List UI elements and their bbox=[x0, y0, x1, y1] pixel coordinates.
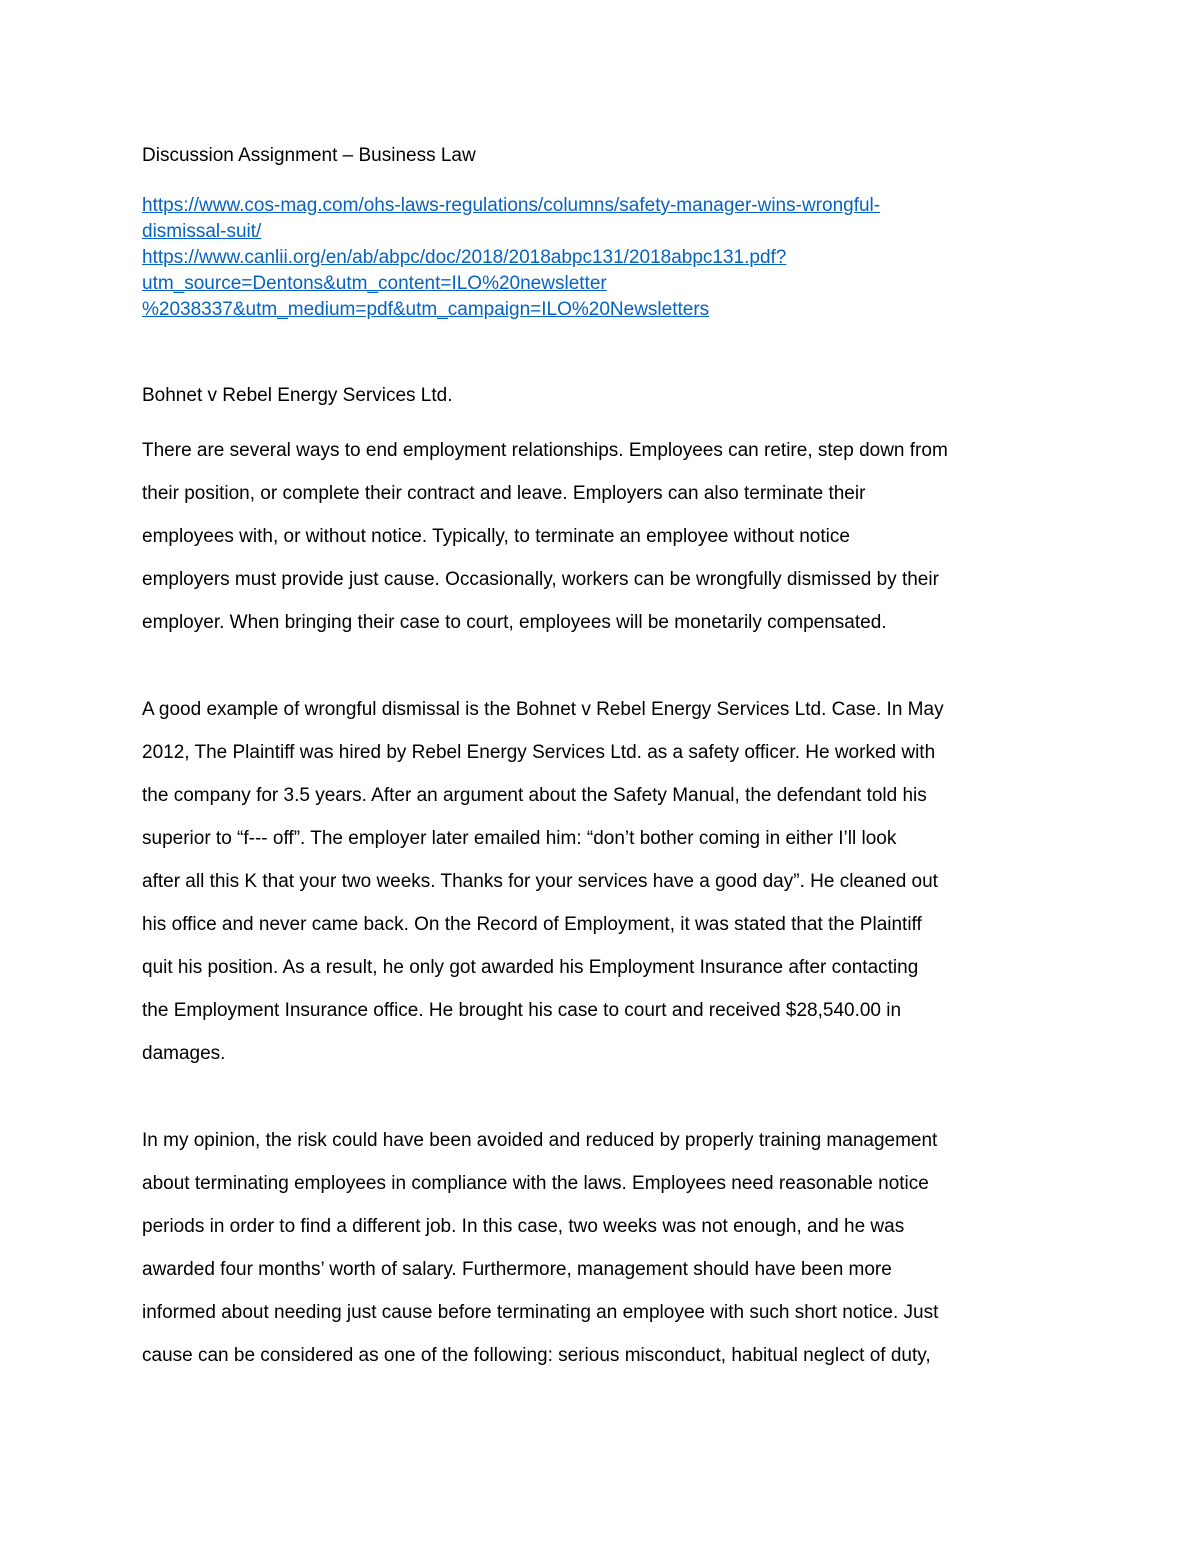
paragraph-case-example bbox=[142, 688, 1062, 1075]
case-title: Bohnet v Rebel Energy Services Ltd. bbox=[142, 385, 453, 406]
text-line: quit his position. As a result, he only got awarded his Employment Insurance after contacting bbox=[142, 957, 919, 978]
text-line: about terminating employees in compliance with the laws. Employees need reasonable notice bbox=[142, 1173, 929, 1194]
text-line: informed about needing just cause before terminating an employee with such short notice. Just bbox=[142, 1302, 939, 1323]
reference-link-line[interactable]: %2038337&utm_medium=pdf&utm_campaign=ILO%20Newsletters bbox=[142, 299, 710, 320]
text-line: cause can be considered as one of the following: serious misconduct, habitual neglect of duty, bbox=[142, 1345, 931, 1366]
paragraph-intro bbox=[142, 429, 1062, 644]
text-line: the Employment Insurance office. He brought his case to court and received $28,540.00 in bbox=[142, 1000, 902, 1021]
text-line: awarded four months’ worth of salary. Furthermore, management should have been more bbox=[142, 1259, 892, 1280]
text-line: superior to “f--- off”. The employer later emailed him: “don’t bother coming in either I’ll look bbox=[142, 828, 897, 849]
reference-link-line[interactable]: https://www.canlii.org/en/ab/abpc/doc/2018/2018abpc131/2018abpc131.pdf? bbox=[142, 247, 787, 268]
document-body bbox=[142, 141, 1062, 1377]
text-line: In my opinion, the risk could have been avoided and reduced by properly training management bbox=[142, 1130, 938, 1151]
text-line: the company for 3.5 years. After an argument about the Safety Manual, the defendant told his bbox=[142, 785, 927, 806]
text-line: periods in order to find a different job. In this case, two weeks was not enough, and he was bbox=[142, 1216, 905, 1237]
text-line: their position, or complete their contract and leave. Employers can also terminate their bbox=[142, 483, 866, 504]
text-line: There are several ways to end employment relationships. Employees can retire, step down from bbox=[142, 440, 948, 461]
text-line: after all this K that your two weeks. Thanks for your services have a good day”. He cleaned out bbox=[142, 871, 938, 892]
text-line: employer. When bringing their case to court, employees will be monetarily compensated. bbox=[142, 612, 887, 633]
reference-link-line[interactable]: dismissal-suit/ bbox=[142, 221, 262, 242]
text-line: A good example of wrongful dismissal is the Bohnet v Rebel Energy Services Ltd. Case. In May bbox=[142, 699, 944, 720]
text-line: damages. bbox=[142, 1043, 226, 1064]
text-line: employers must provide just cause. Occasionally, workers can be wrongfully dismissed by their bbox=[142, 569, 939, 590]
text-line: 2012, The Plaintiff was hired by Rebel Energy Services Ltd. as a safety officer. He worked with bbox=[142, 742, 936, 763]
reference-link-line[interactable]: https://www.cos-mag.com/ohs-laws-regulations/columns/safety-manager-wins-wrongful- bbox=[142, 195, 881, 216]
paragraph-opinion bbox=[142, 1119, 1062, 1377]
document-title: Discussion Assignment – Business Law bbox=[142, 145, 476, 166]
text-line: employees with, or without notice. Typically, to terminate an employee without notice bbox=[142, 526, 850, 547]
text-line: his office and never came back. On the Record of Employment, it was stated that the Plaintiff bbox=[142, 914, 922, 935]
reference-link-line[interactable]: utm_source=Dentons&utm_content=ILO%20newsletter bbox=[142, 273, 607, 294]
reference-links bbox=[142, 193, 1062, 323]
